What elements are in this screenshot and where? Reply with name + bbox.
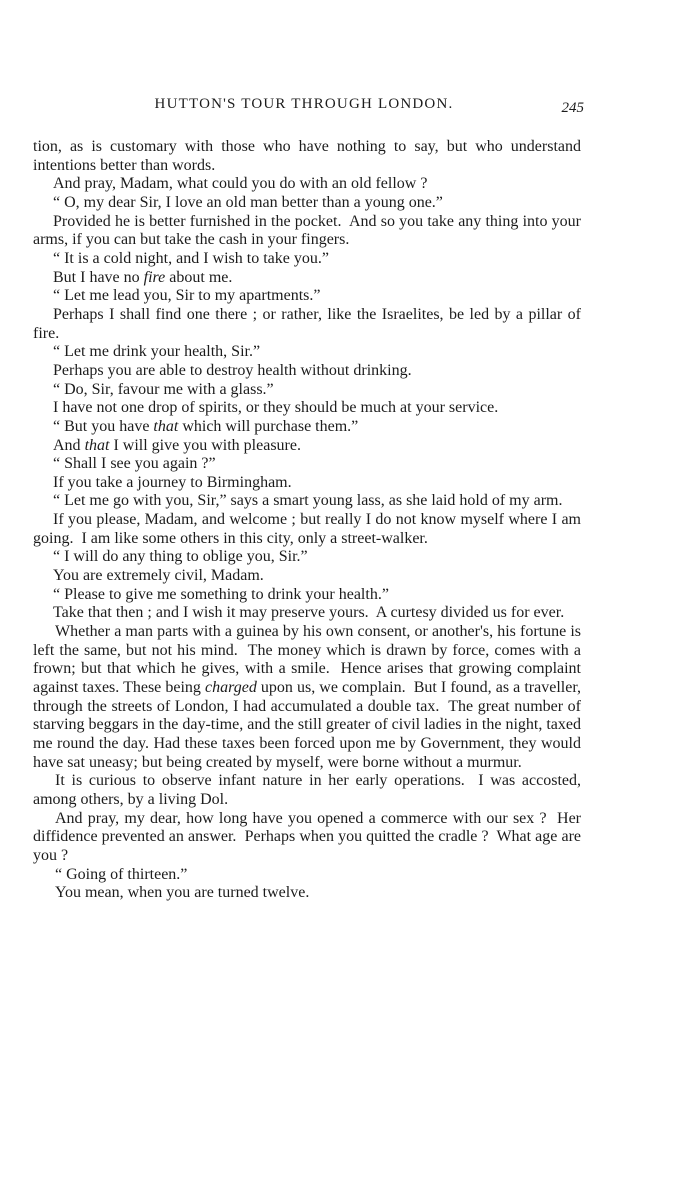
paragraph-text: “ Let me drink your health, Sir.” — [53, 343, 261, 361]
paragraph-text: “ Shall I see you again ?” — [53, 455, 216, 473]
paragraph — [33, 343, 581, 362]
paragraph — [33, 623, 586, 772]
paragraph-text: about me. — [165, 268, 233, 286]
paragraph-text: Whether a man parts with a guinea by his own consent, or another's, his fortune is left the same, but not his mind. The money which is drawn by force, comes with a frown; but that which he gives, with a smile. Hence arises that growing complaint against taxes. These being — [33, 623, 585, 697]
italic-text: that — [84, 436, 110, 454]
paragraph-text: If you please, Madam, and welcome ; but really I do not know myself where I am going. I am like some others in this city, only a street-walker. — [33, 511, 585, 547]
paragraph — [33, 586, 581, 605]
paragraph-text: But I have no — [53, 268, 144, 286]
paragraph — [33, 362, 581, 381]
paragraph — [33, 418, 581, 437]
paragraph — [33, 567, 581, 586]
italic-text: that — [153, 417, 179, 435]
paragraph-text: Perhaps you are able to destroy health without drinking. — [53, 361, 412, 379]
paragraph — [33, 269, 581, 288]
paragraph — [33, 250, 581, 269]
paragraph-text: “ Let me lead you, Sir to my apartments.” — [53, 287, 321, 305]
paragraph-text: upon us, we complain. But I found, as a traveller, through the streets of London, I had accumulated a double tax. The great number of starving beggars in the day-time, and the still greater of civil ladies in the night, taxed me round the day. Had these taxes been forced upon me by Government, they would have sat uneasy; but being created by myself, were borne without a murmur. — [33, 679, 586, 771]
paragraph-text: tion, as is customary with those who have nothing to say, but who understand intentions better than words. — [33, 138, 585, 174]
paragraph — [33, 399, 581, 418]
paragraph — [33, 866, 581, 885]
page-header — [120, 96, 582, 122]
paragraph — [33, 305, 585, 343]
paragraph — [33, 212, 585, 250]
paragraph — [33, 194, 581, 213]
paragraph — [33, 455, 581, 474]
paragraph-text: I have not one drop of spirits, or they should be much at your service. — [53, 399, 499, 417]
paragraph — [33, 548, 581, 567]
paragraph — [33, 437, 581, 456]
paragraph-text: And pray, my dear, how long have you opened a commerce with our sex ? Her diffidence prevented an answer. Perhaps when you quitted the cradle ? What age are you ? — [33, 809, 585, 864]
paragraph-text: It is curious to observe infant nature in her early operations. I was accosted, among others, by a living Dol. — [33, 772, 585, 808]
paragraph-text: You mean, when you are turned twelve. — [55, 884, 310, 902]
paragraph-text: “ Let me go with you, Sir,” says a smart young lass, as she laid hold of my arm. — [53, 492, 563, 510]
paragraph-text: You are extremely civil, Madam. — [53, 567, 264, 585]
paragraph-text: And pray, Madam, what could you do with an old fellow ? — [53, 175, 428, 193]
paragraph-text: “ O, my dear Sir, I love an old man better than a young one.” — [53, 193, 443, 211]
italic-text: charged — [204, 679, 257, 697]
paragraph-text: Take that then ; and I wish it may preserve yours. A curtesy divided us for ever. — [53, 604, 565, 622]
paragraph — [33, 175, 581, 194]
paragraph — [33, 287, 581, 306]
paragraph — [33, 511, 585, 548]
running-title: HUTTON'S TOUR THROUGH LONDON. — [154, 96, 454, 112]
paragraph-text: “ Going of thirteen.” — [55, 865, 188, 883]
paragraph — [33, 884, 581, 903]
paragraph-text: I will give you with pleasure. — [109, 436, 301, 454]
paragraph — [33, 474, 581, 493]
paragraph-text: “ It is a cold night, and I wish to take you.” — [53, 249, 329, 267]
paragraph-text: Perhaps I shall find one there ; or rather, like the Israelites, be led by a pillar of fire. — [33, 305, 585, 342]
paragraph-text: “ But you have — [53, 417, 154, 435]
paragraph-text: “ I will do any thing to oblige you, Sir.” — [53, 548, 308, 566]
paragraph-text: Provided he is better furnished in the pocket. And so you take any thing into your arms, if you can but take the cash in your fingers. — [33, 212, 585, 249]
paragraph — [33, 772, 585, 809]
paragraph-text: And — [53, 436, 85, 454]
paragraph-text: If you take a journey to Birmingham. — [53, 473, 292, 491]
body-text — [33, 138, 586, 903]
italic-text: fire — [143, 268, 166, 286]
paragraph — [33, 809, 585, 866]
page-number: 245 — [561, 100, 584, 116]
paragraph-text: “ Do, Sir, favour me with a glass.” — [53, 380, 274, 398]
paragraph — [33, 138, 585, 175]
paragraph-text: which will purchase them.” — [178, 417, 359, 435]
paragraph — [33, 381, 581, 400]
paragraph-text: “ Please to give me something to drink your health.” — [53, 585, 389, 603]
paragraph — [33, 604, 581, 623]
paragraph — [33, 492, 581, 511]
